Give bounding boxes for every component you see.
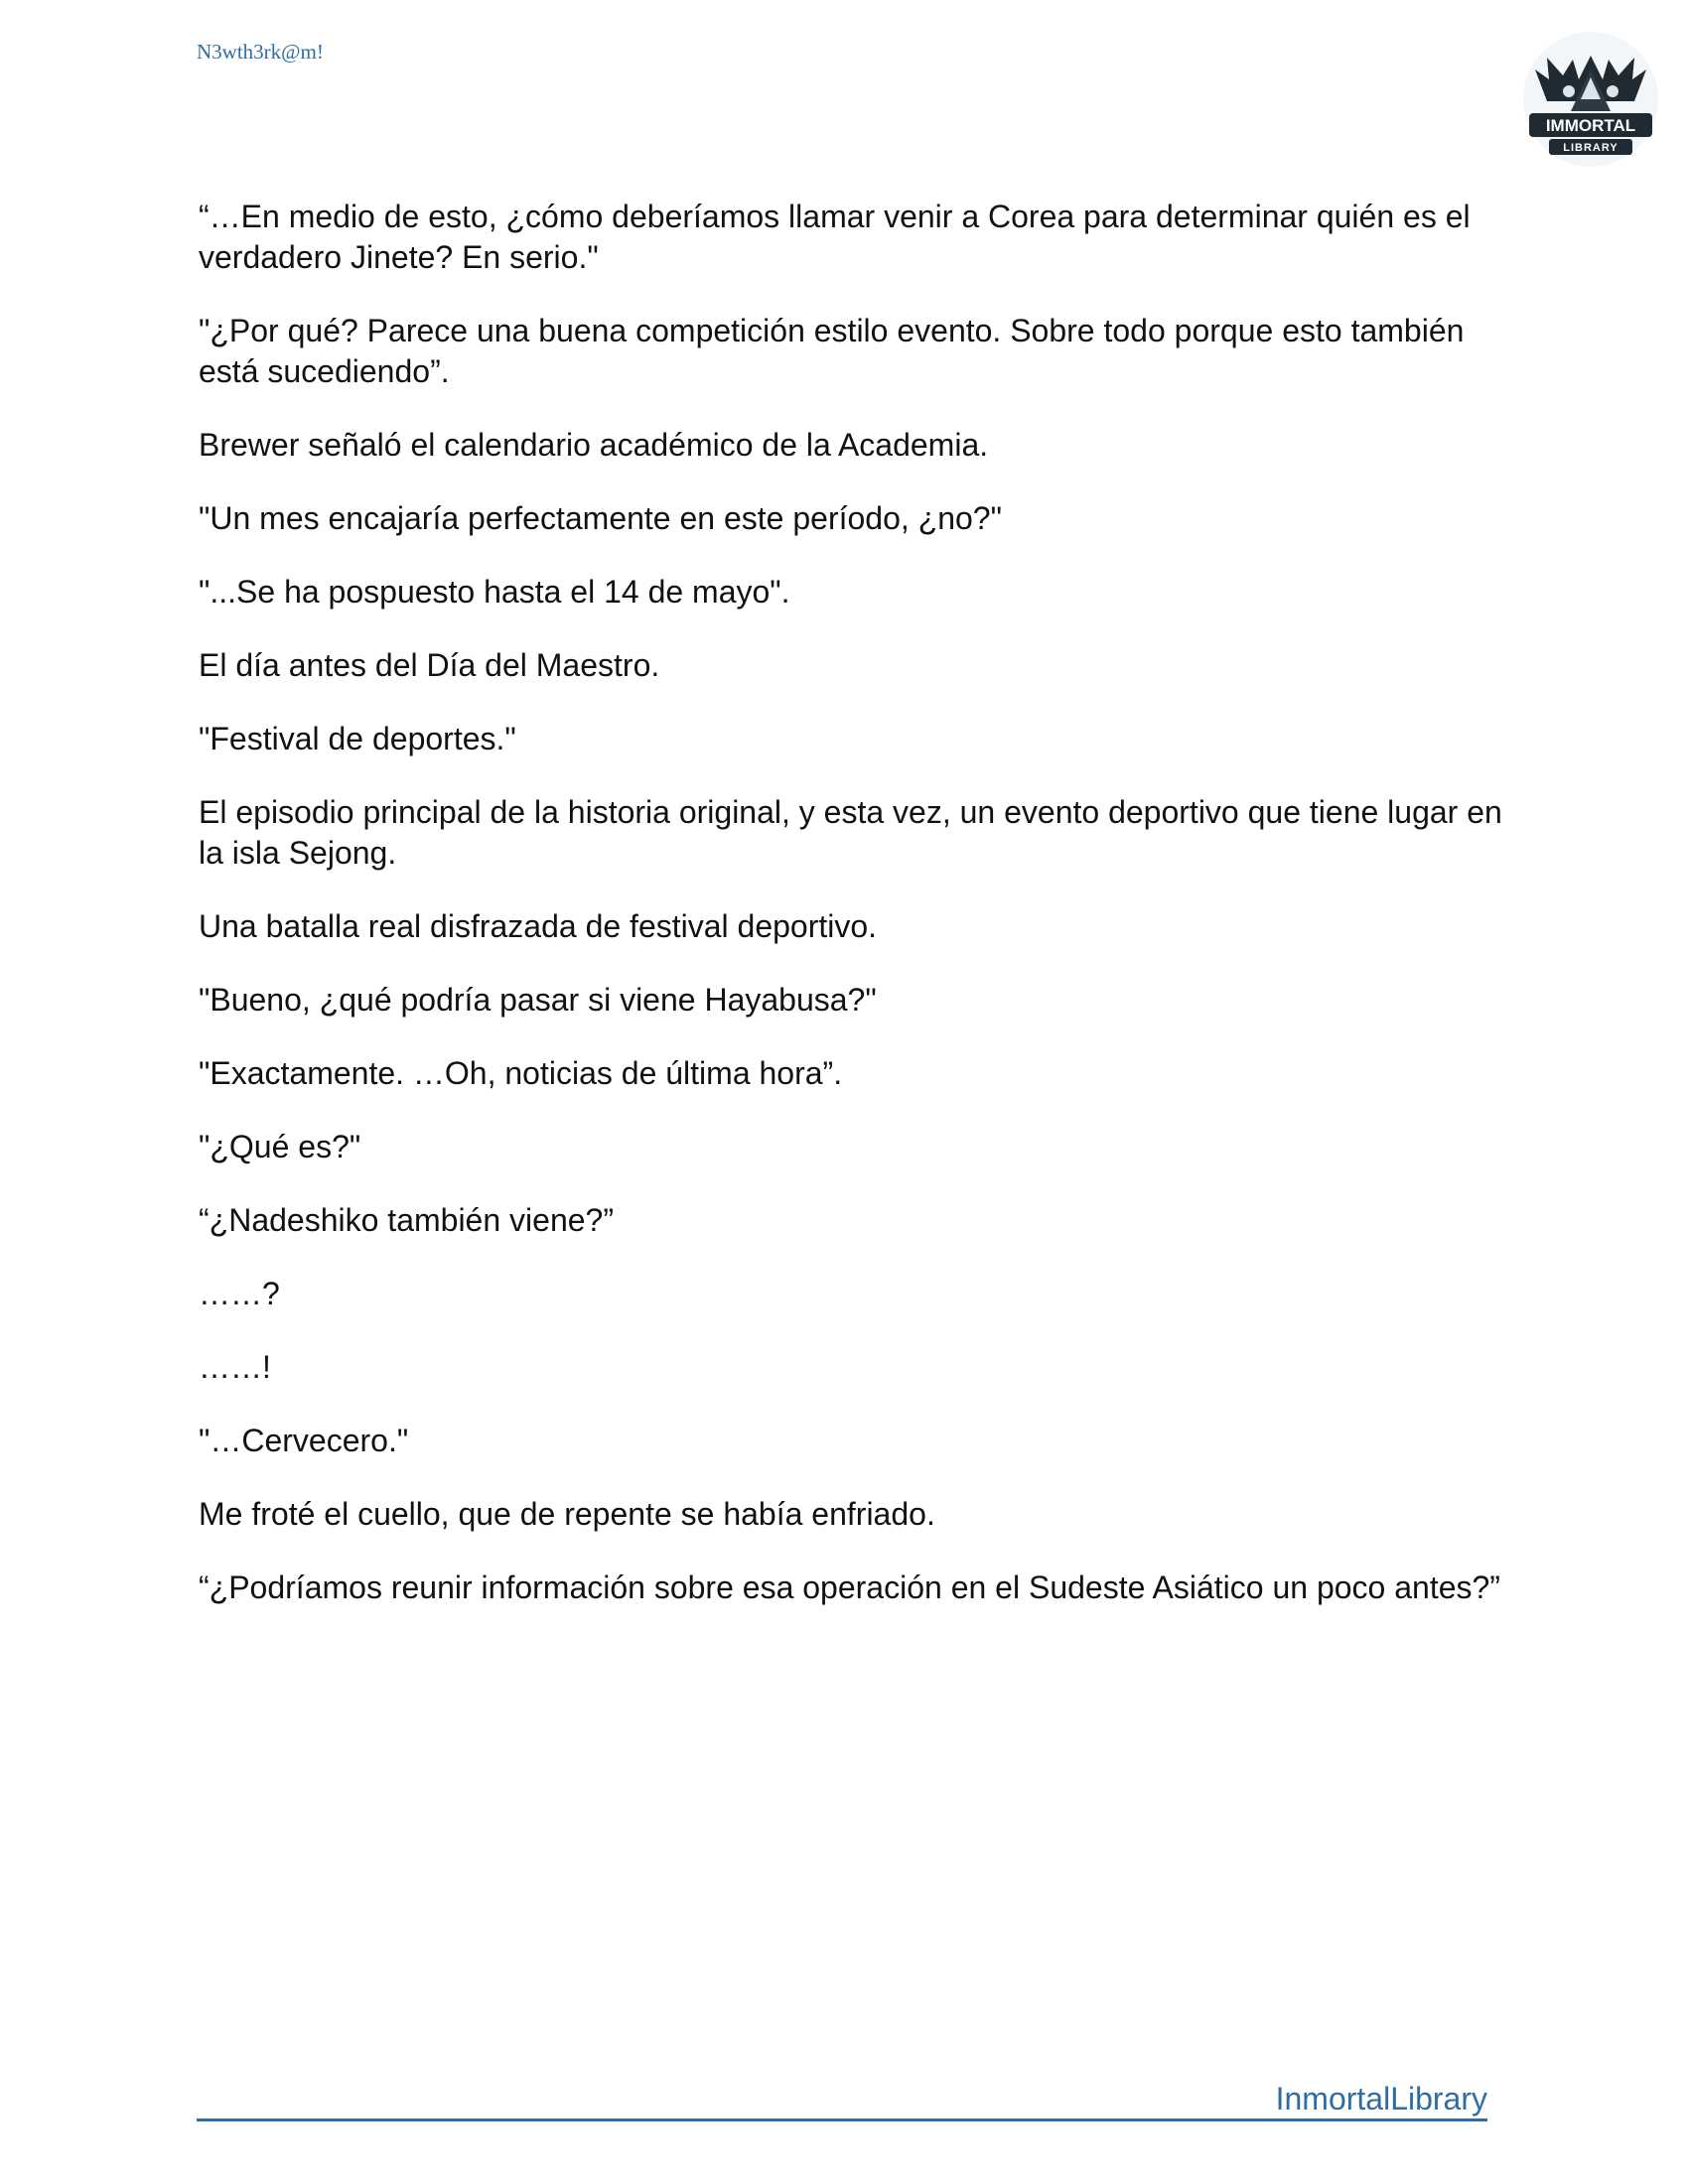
logo-bottom-text: LIBRARY <box>1563 142 1618 154</box>
paragraph: “¿Podríamos reunir información sobre esa operación en el Sudeste Asiático un poco antes?” <box>199 1570 1500 1605</box>
paragraph: Una batalla real disfrazada de festival deportivo. <box>199 908 878 944</box>
footer-divider <box>197 2118 1487 2121</box>
logo-top-text: IMMORTAL <box>1545 116 1636 135</box>
paragraph: "Festival de deportes." <box>199 721 516 756</box>
paragraph: "Exactamente. …Oh, noticias de última hora”. <box>199 1055 843 1091</box>
paragraph: El episodio principal de la historia original, y esta vez, un evento deportivo que tiene lugar en la isla Sejong. <box>199 794 1502 871</box>
paragraph: ……? <box>199 1276 280 1311</box>
footer-link[interactable]: InmortalLibrary <box>1275 2081 1487 2116</box>
paragraph: ……! <box>199 1349 271 1385</box>
paragraph: "Un mes encajaría perfectamente en este período, ¿no?" <box>199 500 1002 536</box>
paragraph: "...Se ha pospuesto hasta el 14 de mayo". <box>199 574 790 610</box>
header-credit: N3wth3rk@m! <box>197 40 324 64</box>
paragraph: "¿Por qué? Parece una buena competición estilo evento. Sobre todo porque esto también está sucediendo”. <box>199 313 1465 389</box>
paragraph: “¿Nadeshiko también viene?” <box>199 1202 614 1238</box>
document-body <box>199 197 1509 1641</box>
paragraph: Me froté el cuello, que de repente se había enfriado. <box>199 1496 935 1532</box>
immortal-library-logo <box>1517 30 1664 169</box>
paragraph: "¿Qué es?" <box>199 1129 361 1164</box>
logo-graphic <box>1517 30 1664 169</box>
paragraph: “…En medio de esto, ¿cómo deberíamos llamar venir a Corea para determinar quién es el verdadero Jinete? En serio." <box>199 199 1471 275</box>
paragraph: Brewer señaló el calendario académico de la Academia. <box>199 427 989 463</box>
paragraph: "…Cervecero." <box>199 1423 409 1458</box>
paragraph: "Bueno, ¿qué podría pasar si viene Hayabusa?" <box>199 982 877 1018</box>
paragraph: El día antes del Día del Maestro. <box>199 647 660 683</box>
